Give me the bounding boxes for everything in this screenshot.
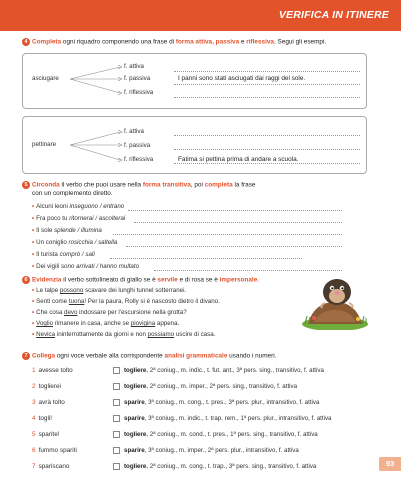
- ex5-line-1[interactable]: [128, 210, 342, 211]
- ex5-verb-choice-2[interactable]: ritornerai / ascolterai: [69, 215, 126, 222]
- ex6-instruction: 6 Evidenzia il verbo sottolineato di giallo se è servile e di rosa se è impersonale.: [22, 276, 259, 284]
- ex7-answer-box-7[interactable]: [113, 463, 120, 470]
- ex7-instruction: 7 Collega ogni voce verbale alla corrispondente analisi grammaticale usando i numeri.: [22, 352, 276, 360]
- ex7-right-2: togliere, 2ª coniug., m. imper., 2ª pers. sing., transitivo, f. attiva: [113, 383, 297, 390]
- ex6-verb-1[interactable]: possono: [59, 287, 84, 294]
- ex4-number: 4: [22, 38, 30, 46]
- page-number: 93: [379, 457, 401, 471]
- ex7-left-1: 1 avesse tolto: [32, 367, 73, 374]
- ex6-verb-3[interactable]: devo: [64, 309, 78, 316]
- ex7-right-3: sparire, 3ª coniug., m. cong., t. pres., 3ª pers. plur., intransitivo, f. attiva: [113, 399, 319, 406]
- mole-illustration: [300, 272, 370, 330]
- ex4-line-1c[interactable]: [174, 97, 360, 98]
- ex5-line-3[interactable]: [113, 234, 342, 235]
- ex7-left-5: 5 sparite!: [32, 431, 60, 438]
- ex4-branch-lines-1: [68, 62, 126, 100]
- ex7-left-6: 6 fummo spariti: [32, 447, 77, 454]
- ex4-opt-2-attiva: f. attiva: [124, 128, 144, 135]
- ex7-left-3: 3 avrà tolto: [32, 399, 65, 406]
- ex5-line-6[interactable]: [154, 270, 342, 271]
- ex5-item-1: • Alcuni leoni inseguono / entrano: [32, 203, 125, 210]
- ex7-answer-box-6[interactable]: [113, 447, 120, 454]
- ex4-opt-2-riflessiva: f. riflessiva: [124, 156, 154, 163]
- ex6-verb-4a[interactable]: Voglio: [36, 320, 54, 327]
- ex5-instruction-2: con un complemento diretto.: [32, 190, 113, 197]
- ex6-verb-5b[interactable]: possiamo: [147, 331, 175, 338]
- ex5-item-6: • Dei vigili sono arrivati / hanno multato: [32, 263, 140, 270]
- ex5-line-2[interactable]: [134, 222, 342, 223]
- ex7-answer-box-1[interactable]: [113, 367, 120, 374]
- ex4-line-2c: [174, 163, 360, 164]
- ex5-item-5: • Il turista comprò / salì: [32, 251, 95, 258]
- ex4-line-2a[interactable]: [174, 135, 360, 136]
- ex4-instruction: 4 Completa ogni riquadro componendo una frase di forma attiva, passiva e riflessiva. Segui gli esempi.: [22, 38, 326, 46]
- ex5-item-2: • Fra poco tu ritornerai / ascolterai: [32, 215, 126, 222]
- ex4-opt-1-attiva: f. attiva: [124, 63, 144, 70]
- ex6-verb-2[interactable]: tuona: [68, 298, 85, 305]
- ex5-line-5[interactable]: [110, 258, 302, 259]
- ex6-item-1: • Le talpe possono scavare dei lunghi tunnel sotterranei.: [32, 287, 187, 294]
- ex5-verb-choice-6[interactable]: sono arrivati / hanno multato: [60, 263, 140, 270]
- ex6-item-5: • Nevica ininterrottamente da giorni e non possiamo uscire di casa.: [32, 331, 216, 338]
- ex4-branch-lines-2: [68, 127, 126, 167]
- ex4-opt-1-riflessiva: f. riflessiva: [124, 89, 154, 96]
- ex6-verb-4b[interactable]: piovigina: [130, 320, 156, 327]
- ex5-number: 5: [22, 181, 30, 189]
- ex6-item-2: • Senti come tuona! Per la paura, Rolly si è nascosto dietro il divano.: [32, 298, 220, 305]
- ex5-line-4[interactable]: [126, 246, 342, 247]
- ex5-verb-choice-5[interactable]: comprò / salì: [59, 251, 95, 258]
- ex4-verb-2: pettinare: [32, 141, 57, 148]
- ex6-item-4: • Voglio rimanere in casa, anche se piovigina appena.: [32, 320, 180, 327]
- ex4-line-1a[interactable]: [174, 71, 360, 72]
- ex6-item-3: • Che cosa devo indossare per l'escursione nella grotta?: [32, 309, 187, 316]
- ex7-right-4: sparire, 3ª coniug., m. indic., t. trap. rem., 1ª pers. plur., intransitivo, f. attiva: [113, 415, 331, 422]
- ex7-answer-box-5[interactable]: [113, 431, 120, 438]
- ex5-item-4: • Un coniglio rosicchia / saltella: [32, 239, 118, 246]
- ex6-number: 6: [22, 276, 30, 284]
- header-title: VERIFICA IN ITINERE: [278, 9, 389, 21]
- ex6-verb-5a[interactable]: Nevica: [36, 331, 56, 338]
- ex4-opt-2-passiva: f. passiva: [124, 142, 151, 149]
- ex7-answer-box-4[interactable]: [113, 415, 120, 422]
- ex7-right-6: sparire, 3ª coniug., m. imper., 2ª pers. plur., intransitivo, f. attiva: [113, 447, 299, 454]
- ex4-answer-2: Fatima si pettina prima di andare a scuola.: [178, 156, 299, 163]
- ex7-left-2: 2 toglierei: [32, 383, 61, 390]
- ex4-verb-1: asciugare: [32, 75, 59, 82]
- ex5-item-3: • Il sole splende / illumina: [32, 227, 102, 234]
- ex5-verb-choice-3[interactable]: splende / illumina: [54, 227, 102, 234]
- ex7-answer-box-2[interactable]: [113, 383, 120, 390]
- ex4-answer-1: I panni sono stati asciugati dai raggi del sole.: [178, 75, 306, 82]
- ex7-left-7: 7 spariscano: [32, 463, 70, 470]
- ex7-answer-box-3[interactable]: [113, 399, 120, 406]
- ex7-right-5: togliere, 2ª coniug., m. cond., t. pres., 1ª pers. sing., transitivo, f. attiva: [113, 431, 318, 438]
- ex7-right-7: togliere, 2ª coniug., m. cong., t. trap., 3ª pers. sing., transitivo, f. attiva: [113, 463, 316, 470]
- ex7-number: 7: [22, 352, 30, 360]
- ex4-line-1b: [174, 84, 360, 85]
- ex4-opt-1-passiva: f. passiva: [124, 75, 151, 82]
- ex5-instruction: 5 Circonda il verbo che puoi usare nella forma transitiva, poi completa la frase: [22, 181, 255, 189]
- ex4-line-2b[interactable]: [174, 149, 360, 150]
- page-header: [0, 0, 401, 31]
- ex7-right-1: togliere, 2ª coniug., m. indic., t. fut. ant., 3ª pers. sing., transitivo, f. attiva: [113, 367, 324, 374]
- ex5-verb-choice-4[interactable]: rosicchia / saltella: [68, 239, 118, 246]
- ex5-verb-choice-1[interactable]: inseguono / entrano: [69, 203, 125, 210]
- ex7-left-4: 4 togli!: [32, 415, 53, 422]
